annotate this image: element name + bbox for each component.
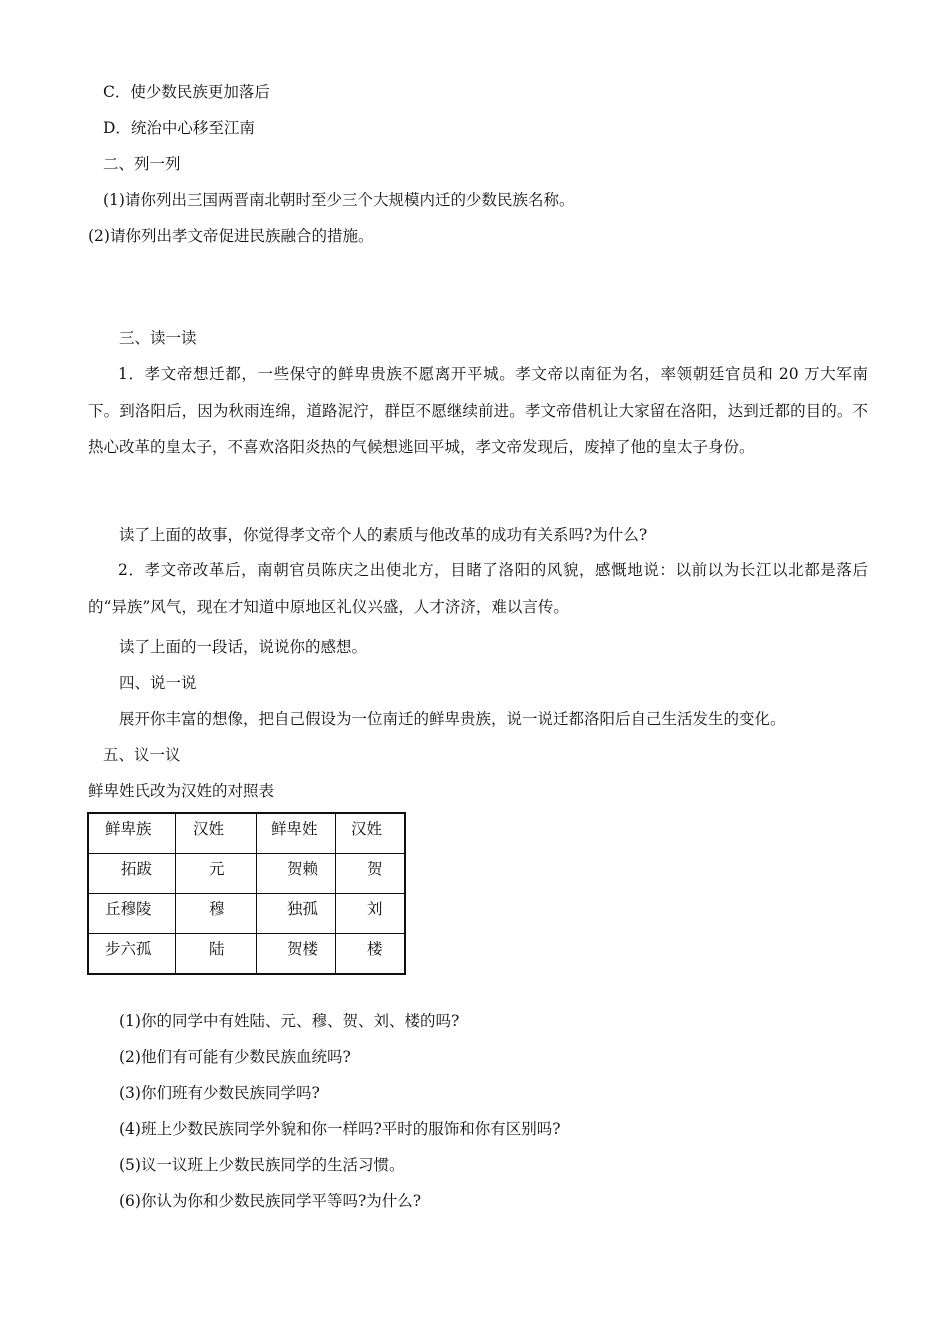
table-row <box>88 934 405 975</box>
section2-question-2: (2)请你列出孝文帝促进民族融合的措施。 <box>88 227 374 245</box>
table-header-row <box>88 813 405 854</box>
table-cell: 元 <box>176 854 257 894</box>
table-header: 汉姓 <box>336 813 406 854</box>
discussion-question-3: (3)你们班有少数民族同学吗? <box>119 1084 320 1102</box>
section2-heading: 二、列一列 <box>103 155 181 173</box>
discussion-question-4: (4)班上少数民族同学外貌和你一样吗?平时的服饰和你有区别吗? <box>119 1120 561 1138</box>
table-cell: 独孤 <box>257 894 336 934</box>
table-cell: 贺赖 <box>257 854 336 894</box>
discussion-question-5: (5)议一议班上少数民族同学的生活习惯。 <box>119 1156 405 1174</box>
table-header: 鲜卑姓 <box>257 813 336 854</box>
section4-heading: 四、说一说 <box>119 674 197 692</box>
section3-passage-2: 2．孝文帝改革后，南朝官员陈庆之出使北方，目睹了洛阳的风貌，感慨地说：以前以为长江以北都是落后的“异族”风气，现在才知道中原地区礼仪兴盛，人才济济，难以言传。 <box>88 561 868 616</box>
table-cell: 贺 <box>336 854 406 894</box>
table-row <box>88 894 405 934</box>
table-header: 汉姓 <box>176 813 257 854</box>
table-cell: 穆 <box>176 894 257 934</box>
option-d: D．统治中心移至江南 <box>103 119 255 137</box>
section2-question-1: (1)请你列出三国两晋南北朝时至少三个大规模内迁的少数民族名称。 <box>103 191 575 209</box>
section4-text: 展开你丰富的想像，把自己假设为一位南迁的鲜卑贵族，说一说迁都洛阳后自己生活发生的变化。 <box>119 710 786 728</box>
discussion-question-2: (2)他们有可能有少数民族血统吗? <box>119 1048 351 1066</box>
section3-passage-1: 1．孝文帝想迁都，一些保守的鲜卑贵族不愿离开平城。孝文帝以南征为名，率领朝廷官员和 20 万大军南下。到洛阳后，因为秋雨连绵，道路泥泞，群臣不愿继续前进。孝文帝借机让大家留在洛阳，达到迁都的目的。不热心改革的皇太子，不喜欢洛阳炎热的气候想逃回平城，孝文帝发现后，废掉了他的皇太子身份。 <box>88 365 868 456</box>
table-cell: 贺楼 <box>257 934 336 975</box>
table-cell: 刘 <box>336 894 406 934</box>
table-title: 鲜卑姓氏改为汉姓的对照表 <box>88 782 275 800</box>
option-c: C．使少数民族更加落后 <box>103 83 270 101</box>
discussion-question-1: (1)你的同学中有姓陆、元、穆、贺、刘、楼的吗? <box>119 1012 460 1030</box>
discussion-question-6: (6)你认为你和少数民族同学平等吗?为什么? <box>119 1192 422 1210</box>
table-cell: 拓跋 <box>88 854 176 894</box>
table-header: 鲜卑族 <box>88 813 176 854</box>
table-cell: 楼 <box>336 934 406 975</box>
section3-question-2: 读了上面的一段话，说说你的感想。 <box>119 638 368 656</box>
surname-table <box>87 812 406 975</box>
table-cell: 步六孤 <box>88 934 176 975</box>
section5-heading: 五、议一议 <box>103 746 181 764</box>
table-cell: 丘穆陵 <box>88 894 176 934</box>
section3-question-1: 读了上面的故事，你觉得孝文帝个人的素质与他改革的成功有关系吗?为什么? <box>119 526 648 544</box>
table-cell: 陆 <box>176 934 257 975</box>
table-row <box>88 854 405 894</box>
section3-heading: 三、读一读 <box>119 329 197 347</box>
